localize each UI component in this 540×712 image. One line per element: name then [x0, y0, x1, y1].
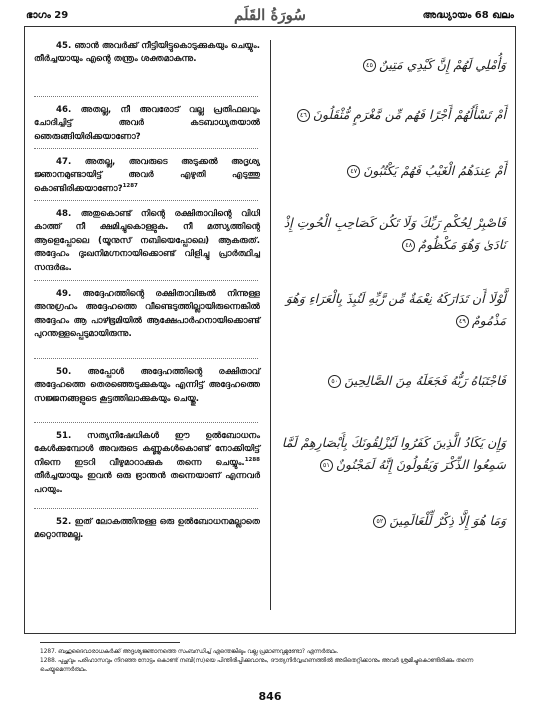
arabic-verse-49: لَّوْلَا أَن تَدَارَكَهُ نِعْمَةٌ مِّن رَّبِّهِ لَنُبِذَ بِالْعَرَاءِ وَهُوَ مَذْمُومٌ٤٩: [285, 291, 506, 328]
footnote-ref-1288: 1288: [244, 456, 260, 463]
verse-marker: ٥٢: [373, 515, 386, 528]
verse-marker: ٤٥: [363, 59, 376, 72]
arabic-verse-52: وَمَا هُوَ إِلَّا ذِكْرٌ لِّلْعَالَمِينَ٥٢: [278, 510, 506, 532]
verse-marker: ٤٦: [297, 109, 310, 122]
verse-marker: ٤٨: [402, 239, 415, 252]
arabic-verse-47: أَمْ عِندَهُمُ الْغَيْبُ فَهُمْ يَكْتُبُونَ٤٧: [278, 160, 506, 182]
footnote-rule: [40, 642, 180, 643]
column-divider: [270, 40, 271, 610]
verse-divider: [34, 358, 258, 359]
arabic-verse-51: وَإِن يَكَادُ الَّذِينَ كَفَرُوا لَيُزْلِقُونَكَ بِأَبْصَارِهِمْ لَمَّا سَمِعُوا الذِّكْرَ وَيَقُولُونَ إِنَّهُ لَمَجْنُونٌ٥١: [281, 435, 506, 472]
chapter-label: അദ്ധ്യായം 68 ഖലം: [422, 10, 514, 21]
verse-divider: [34, 200, 258, 201]
verse-marker: ٥٠: [328, 375, 341, 388]
verse-48: 48. അതുകൊണ്ട് നിന്റെ രക്ഷിതാവിന്റെ വിധി കാത്ത് നീ ക്ഷമിച്ചുകൊള്ളുക. നീ മത്സ്യത്തിന്റെ ആളെപ്പോലെ (യൂനുസ് നബിയെപ്പോലെ) ആകരുത്. അദ്ദേഹം ദുഃഖനിമഗ്നനായിക്കൊണ്ട് വിളിച്ചു പ്രാർത്ഥിച്ച സന്ദർഭം.: [34, 209, 260, 273]
surah-title: سُورَةُ القَلَم: [234, 6, 306, 24]
verse-51: 51. സത്യനിഷേധികൾ ഈ ഉൽബോധനം കേൾക്കുമ്പോൾ അവരുടെ കണ്ണുകൾകൊണ്ട് നോക്കിയിട്ട് നിന്നെ ഇടറി വീഴുമാറാക്കുക തന്നെ ചെയ്യും.$^{1288}$ തീർച്ചയായും ഇവൻ ഒരു ഭ്രാന്തൻ തന്നെയാണ് എന്നവർ പറയും.: [34, 431, 260, 495]
verse-47: 47. അതല്ല, അവരുടെ അടുക്കൽ അദൃശ്യ ജ്ഞാനമുണ്ടായിട്ട് അവർ എഴുതി എടുത്തു കൊണ്ടിരിക്കയാണോ?$^{1287}$: [34, 157, 260, 194]
part-label: ഭാഗം 29: [26, 10, 69, 21]
arabic-verse-46: أَمْ تَسْأَلُهُمْ أَجْرًا فَهُم مِّن مَّغْرَمٍ مُّثْقَلُونَ٤٦: [278, 104, 506, 126]
verse-divider: [34, 508, 258, 509]
arabic-verse-50: فَاجْتَبَاهُ رَبُّهُ فَجَعَلَهُ مِنَ الصَّالِحِينَ٥٠: [278, 370, 506, 392]
verse-marker: ٥١: [320, 459, 333, 472]
verse-49: 49. അദ്ദേഹത്തിന്റെ രക്ഷിതാവിങ്കൽ നിന്നുള്ള അനുഗ്രഹം അദ്ദേഹത്തെ വീണ്ടെടുത്തില്ലായിരുന്നെങ്കിൽ അദ്ദേഹം ആ പാഴ്ഭൂമിയിൽ ആക്ഷേപാർഹനായിക്കൊണ്ട് പുറന്തള്ളപ്പെടുമായിരുന്നു.: [34, 289, 260, 340]
verse-divider: [34, 422, 258, 423]
page-header: [24, 6, 516, 26]
footnote-1287: 1287.ബഹുദൈവാരാധകർക്ക് അദൃശ്യജ്ഞാനത്തെ സംബന്ധിച്ച് എന്തെങ്കിലും വല്ല പ്രമാണവുമുണ്ടോ? എന്നർത്ഥം.: [40, 649, 339, 655]
verse-45: 45. ഞാൻ അവർക്ക് നീട്ടിയിട്ടുകൊടുക്കുകയും ചെയ്യും. തീർച്ചയായും എന്റെ തന്ത്രം ശക്തമാകുന്നു.: [34, 41, 260, 65]
verse-divider: [34, 148, 258, 149]
arabic-verse-45: وَأُمْلِي لَهُمْ إِنَّ كَيْدِي مَتِينٌ٤٥: [278, 54, 506, 76]
verse-divider: [34, 96, 258, 97]
verse-marker: ٤٧: [347, 165, 360, 178]
verse-marker: ٤٩: [456, 315, 469, 328]
verse-divider: [34, 280, 258, 281]
verse-52: 52. ഇത് ലോകത്തിനുള്ള ഒരു ഉൽബോധനമല്ലാതെ മറ്റൊന്നുമല്ല.: [34, 517, 260, 541]
verse-50: 50. അപ്പോൾ അദ്ദേഹത്തിന്റെ രക്ഷിതാവ് അദ്ദേഹത്തെ തെരഞ്ഞെടുക്കുകയും എന്നിട്ട് അദ്ദേഹത്തെ സജ്ജനങ്ങളുടെ കൂട്ടത്തിലാക്കുകയും ചെയ്തു.: [34, 367, 260, 404]
arabic-verse-48: فَاصْبِرْ لِحُكْمِ رَبِّكَ وَلَا تَكُن كَصَاحِبِ الْحُوتِ إِذْ نَادَىٰ وَهُوَ مَكْظُومٌ٤٨: [283, 215, 506, 252]
footnote-ref-1287: 1287: [122, 182, 138, 189]
footnote-1288: 1288.പുച്ഛവും പരിഹാസവും നിറഞ്ഞ നോട്ടം കൊണ്ട് നബി(സ)യെ പിന്തിരിപ്പിക്കുവാനും, ദൗത്യനിർവ്വഹണത്തിൽ അടിതെറ്റിക്കാനും അവർ ശ്രമിച്ചുകൊണ്ടിരിക്കും തന്നെ ചെയ്യുമെന്നർത്ഥം.: [40, 658, 473, 673]
page-number: 846: [258, 690, 282, 703]
verse-46: 46. അതല്ല, നീ അവരോട് വല്ല പ്രതിഫലവും ചോദിച്ചിട്ട് അവർ കടബാധ്യതയാൽ ഞെരുങ്ങിയിരിക്കയാണോ?: [34, 105, 260, 142]
footnotes: [40, 648, 500, 675]
